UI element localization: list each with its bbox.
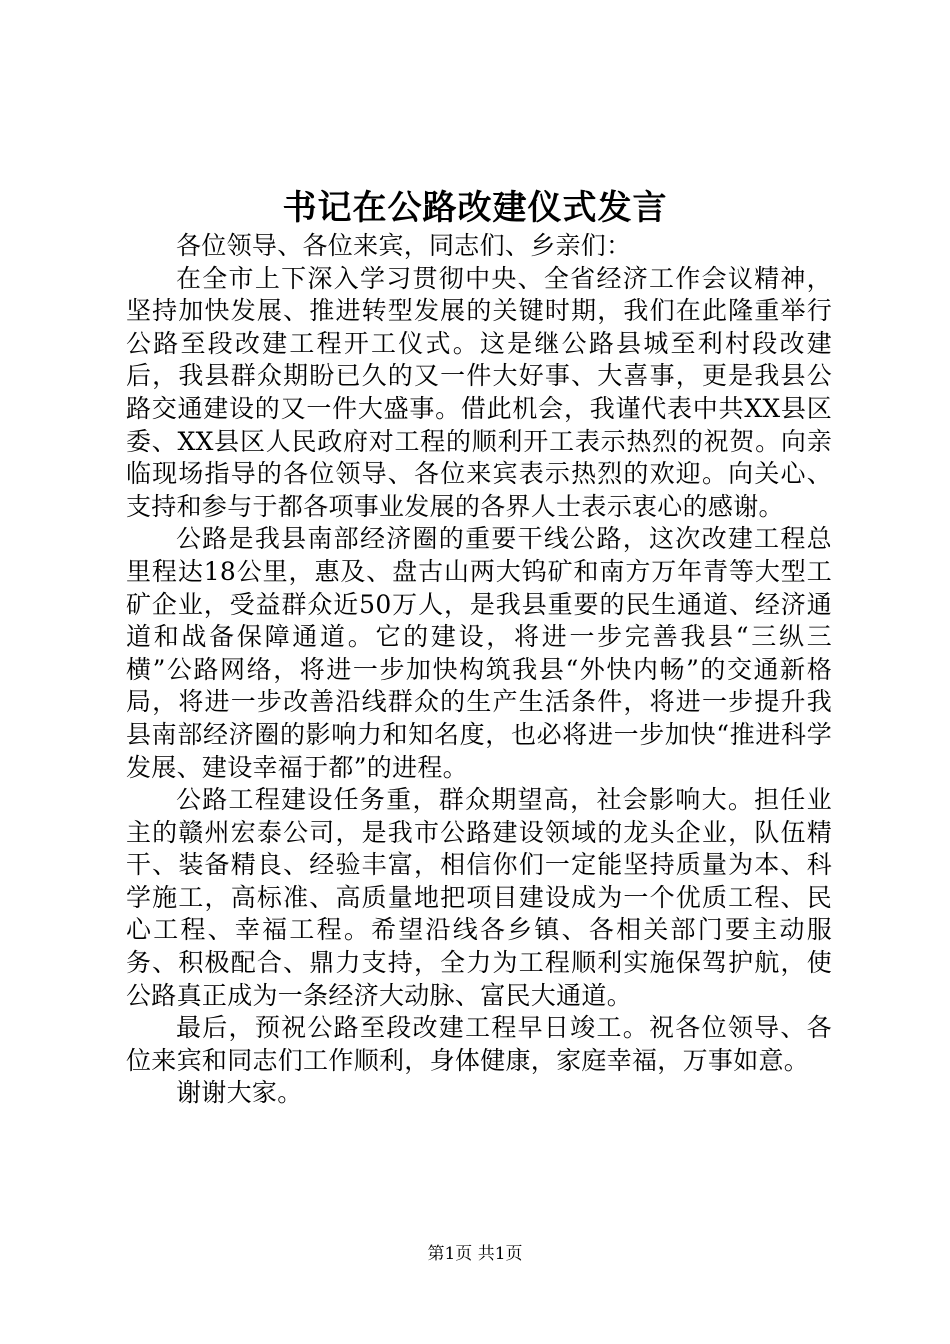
body-paragraph-2: 公路是我县南部经济圈的重要干线公路，这次改建工程总里程达18公里，惠及、盘古山两大钨矿和南方万年青等大型工矿企业，受益群众近50万人，是我县重要的民生通道、经济通道和战备保障通道。它的建设，将进一步完善我县“三纵三横”公路网络，将进一步加快构筑我县“外快内畅”的交通新格局，将进一步改善沿线群众的生产生活条件，将进一步提升我县南部经济圈的影响力和知名度，也必将进一步加快“推进科学发展、建设幸福于都”的进程。 <box>126 524 832 782</box>
page-footer: 第1页 共1页 <box>427 1244 523 1264</box>
document-body <box>126 230 832 1110</box>
body-paragraph-4: 最后，预祝公路至段改建工程早日竣工。祝各位领导、各位来宾和同志们工作顺利，身体健康，家庭幸福，万事如意。 <box>126 1013 832 1075</box>
body-paragraph-1: 在全市上下深入学习贯彻中央、全省经济工作会议精神，坚持加快发展、推进转型发展的关键时期，我们在此隆重举行公路至段改建工程开工仪式。这是继公路县城至利村段改建后，我县群众期盼已久的又一件大好事、大喜事，更是我县公路交通建设的又一件大盛事。借此机会，我谨代表中共XX县区委、XX县区人民政府对工程的顺利开工表示热烈的祝贺。向亲临现场指导的各位领导、各位来宾表示热烈的欢迎。向关心、支持和参与于都各项事业发展的各界人士表示衷心的感谢。 <box>126 263 832 521</box>
body-paragraph-3: 公路工程建设任务重，群众期望高，社会影响大。担任业主的赣州宏泰公司，是我市公路建设领域的龙头企业，队伍精干、装备精良、经验丰富，相信你们一定能坚持质量为本、科学施工，高标准、高质量地把项目建设成为一个优质工程、民心工程、幸福工程。希望沿线各乡镇、各相关部门要主动服务、积极配合、鼎力支持，全力为工程顺利实施保驾护航，使公路真正成为一条经济大动脉、富民大通道。 <box>126 785 832 1010</box>
document-title: 书记在公路改建仪式发言 <box>282 188 668 228</box>
closing-paragraph: 谢谢大家。 <box>176 1078 303 1108</box>
salutation-paragraph: 各位领导、各位来宾，同志们、乡亲们： <box>176 231 632 260</box>
